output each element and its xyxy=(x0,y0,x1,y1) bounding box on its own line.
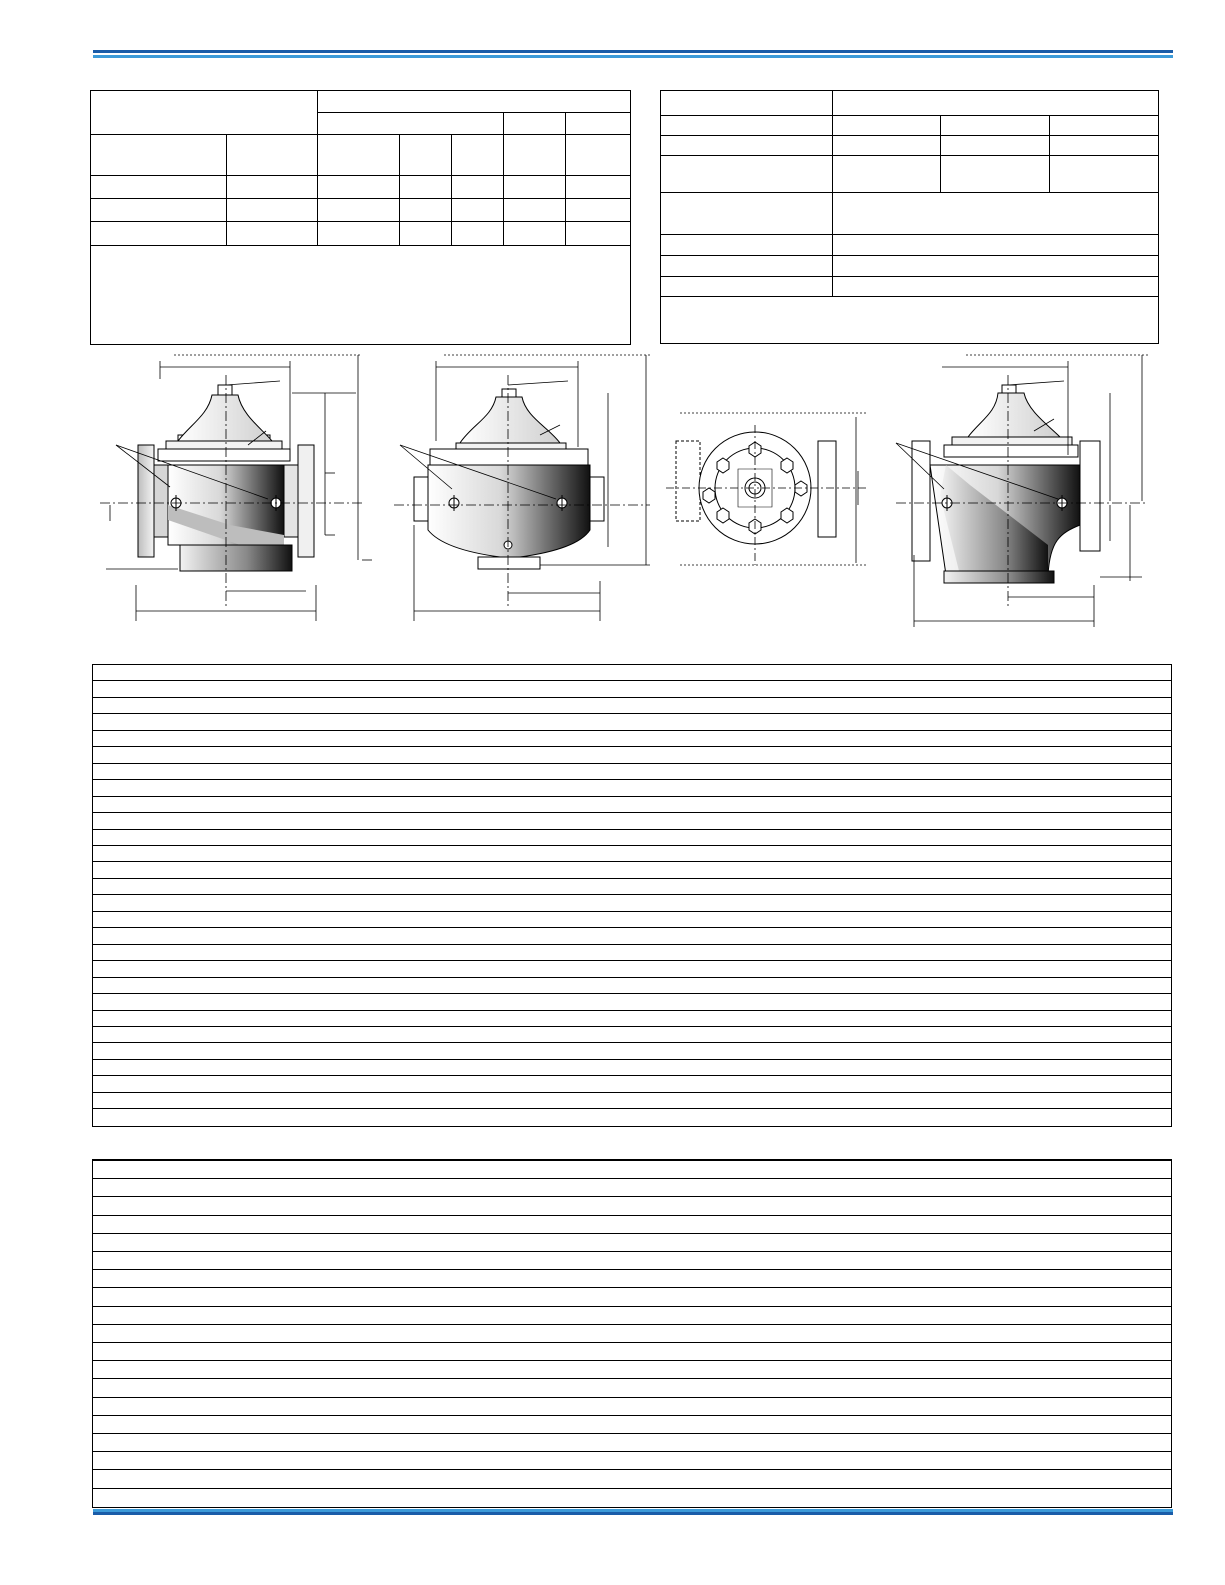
spec-left-cell xyxy=(91,222,227,246)
dimension-table-row xyxy=(93,1027,1171,1043)
data-table-row xyxy=(93,1325,1171,1343)
data-table-row xyxy=(93,1161,1171,1179)
spec-right-row xyxy=(661,234,1159,255)
spec-left-row xyxy=(91,246,631,345)
specification-table-right xyxy=(660,90,1159,344)
spec-left-cell xyxy=(504,199,566,222)
spec-left-cell xyxy=(566,199,631,222)
spec-right-cell xyxy=(833,277,1159,297)
angle-valve-side-view xyxy=(896,355,1150,627)
spec-left-cell xyxy=(318,222,400,246)
spec-right-cell xyxy=(833,116,941,136)
spec-right-cell xyxy=(833,255,1159,277)
data-table-row xyxy=(93,1361,1171,1379)
valve-end-view xyxy=(666,413,866,565)
spec-right-cell xyxy=(1050,156,1159,193)
data-table-row xyxy=(93,1216,1171,1234)
dimension-table-row xyxy=(93,862,1171,878)
spec-left-cell xyxy=(504,222,566,246)
dimension-table-row xyxy=(93,665,1171,681)
spec-left-cell xyxy=(318,135,400,176)
dimension-table-row xyxy=(93,978,1171,994)
spec-left-cell xyxy=(566,135,631,176)
spec-right-cell xyxy=(661,193,833,234)
spec-left-cell xyxy=(504,135,566,176)
dimension-table xyxy=(92,664,1172,1127)
specification-table-left xyxy=(90,90,631,345)
spec-left-cell xyxy=(504,176,566,199)
dimension-table-row xyxy=(93,1011,1171,1027)
spec-left-cell xyxy=(227,222,318,246)
dimension-table-row xyxy=(93,961,1171,977)
dimension-table-row xyxy=(93,1043,1171,1059)
dimension-table-row xyxy=(93,780,1171,796)
data-table-row xyxy=(93,1398,1171,1416)
spec-left-cell xyxy=(318,113,504,135)
spec-left-cell xyxy=(400,176,452,199)
data-table-row xyxy=(93,1489,1171,1507)
spec-right-cell xyxy=(1050,135,1159,156)
data-table-row xyxy=(93,1252,1171,1270)
spec-right-cell xyxy=(833,193,1159,234)
spec-right-cell xyxy=(833,156,941,193)
data-table-row xyxy=(93,1179,1171,1197)
dimension-table-row xyxy=(93,731,1171,747)
spec-right-cell xyxy=(661,297,1159,344)
spec-left-cell xyxy=(318,91,631,113)
spec-left-cell xyxy=(452,222,504,246)
data-table-row xyxy=(93,1234,1171,1252)
spec-right-cell xyxy=(661,156,833,193)
spec-right-row xyxy=(661,156,1159,193)
spec-right-cell xyxy=(833,135,941,156)
spec-left-cell xyxy=(91,246,631,345)
spec-right-row xyxy=(661,277,1159,297)
dimension-table-row xyxy=(93,747,1171,763)
spec-left-cell xyxy=(566,113,631,135)
dimension-table-row xyxy=(93,830,1171,846)
spec-left-cell xyxy=(227,199,318,222)
data-table-row xyxy=(93,1416,1171,1434)
spec-left-cell xyxy=(91,176,227,199)
spec-right-cell xyxy=(661,116,833,136)
dimension-table-row xyxy=(93,928,1171,944)
spec-right-cell xyxy=(941,135,1050,156)
spec-right-cell xyxy=(1050,116,1159,136)
spec-left-row xyxy=(91,91,631,113)
data-table xyxy=(92,1159,1172,1508)
dimension-table-row xyxy=(93,1060,1171,1076)
data-table-row xyxy=(93,1307,1171,1325)
data-table-row xyxy=(93,1197,1171,1215)
dimension-table-row xyxy=(93,764,1171,780)
spec-right-cell xyxy=(941,156,1050,193)
spec-left-cell xyxy=(318,199,400,222)
spec-right-cell xyxy=(833,91,1159,116)
globe-valve-side-view xyxy=(100,355,372,621)
dimension-table-row xyxy=(93,846,1171,862)
dimension-table-row xyxy=(93,1109,1171,1125)
spec-left-cell xyxy=(318,176,400,199)
dimension-table-row xyxy=(93,912,1171,928)
spec-right-cell xyxy=(661,135,833,156)
spec-left-cell xyxy=(452,199,504,222)
data-table-row xyxy=(93,1379,1171,1397)
spec-left-cell xyxy=(452,135,504,176)
spec-right-row xyxy=(661,297,1159,344)
valve-drawings xyxy=(0,345,1225,635)
spec-left-row xyxy=(91,199,631,222)
dimension-table-row xyxy=(93,714,1171,730)
data-table-row xyxy=(93,1270,1171,1288)
spec-left-cell xyxy=(400,199,452,222)
dimension-table-row xyxy=(93,797,1171,813)
data-table-row xyxy=(93,1434,1171,1452)
dimension-table-row xyxy=(93,813,1171,829)
dimension-table-row xyxy=(93,945,1171,961)
dimension-table-row xyxy=(93,1093,1171,1109)
spec-left-cell xyxy=(91,135,227,176)
data-table-row xyxy=(93,1470,1171,1488)
spec-right-row xyxy=(661,255,1159,277)
spec-right-cell xyxy=(661,277,833,297)
spec-right-cell xyxy=(661,91,833,116)
spec-left-row xyxy=(91,176,631,199)
spec-left-cell xyxy=(504,113,566,135)
spec-left-row xyxy=(91,222,631,246)
spec-left-cell xyxy=(91,91,318,135)
data-table-row xyxy=(93,1452,1171,1470)
dimension-table-row xyxy=(93,895,1171,911)
dimension-table-row xyxy=(93,1076,1171,1092)
spec-right-row xyxy=(661,91,1159,116)
spec-left-cell xyxy=(227,135,318,176)
spec-left-cell xyxy=(227,176,318,199)
spec-left-cell xyxy=(566,222,631,246)
spec-left-cell xyxy=(400,222,452,246)
spec-right-cell xyxy=(941,116,1050,136)
dimension-table-row xyxy=(93,879,1171,895)
spec-right-row xyxy=(661,116,1159,136)
spec-left-cell xyxy=(91,199,227,222)
dimension-table-row xyxy=(93,698,1171,714)
spec-left-cell xyxy=(452,176,504,199)
dimension-table-row xyxy=(93,681,1171,697)
spec-right-cell xyxy=(661,234,833,255)
spec-right-row xyxy=(661,193,1159,234)
data-table-row xyxy=(93,1343,1171,1361)
spec-right-cell xyxy=(661,255,833,277)
spec-left-cell xyxy=(400,135,452,176)
spec-left-row xyxy=(91,135,631,176)
grooved-valve-side-view xyxy=(394,355,650,621)
dimension-table-row xyxy=(93,994,1171,1010)
spec-right-row xyxy=(661,135,1159,156)
spec-right-cell xyxy=(833,234,1159,255)
data-table-row xyxy=(93,1288,1171,1306)
spec-left-cell xyxy=(566,176,631,199)
